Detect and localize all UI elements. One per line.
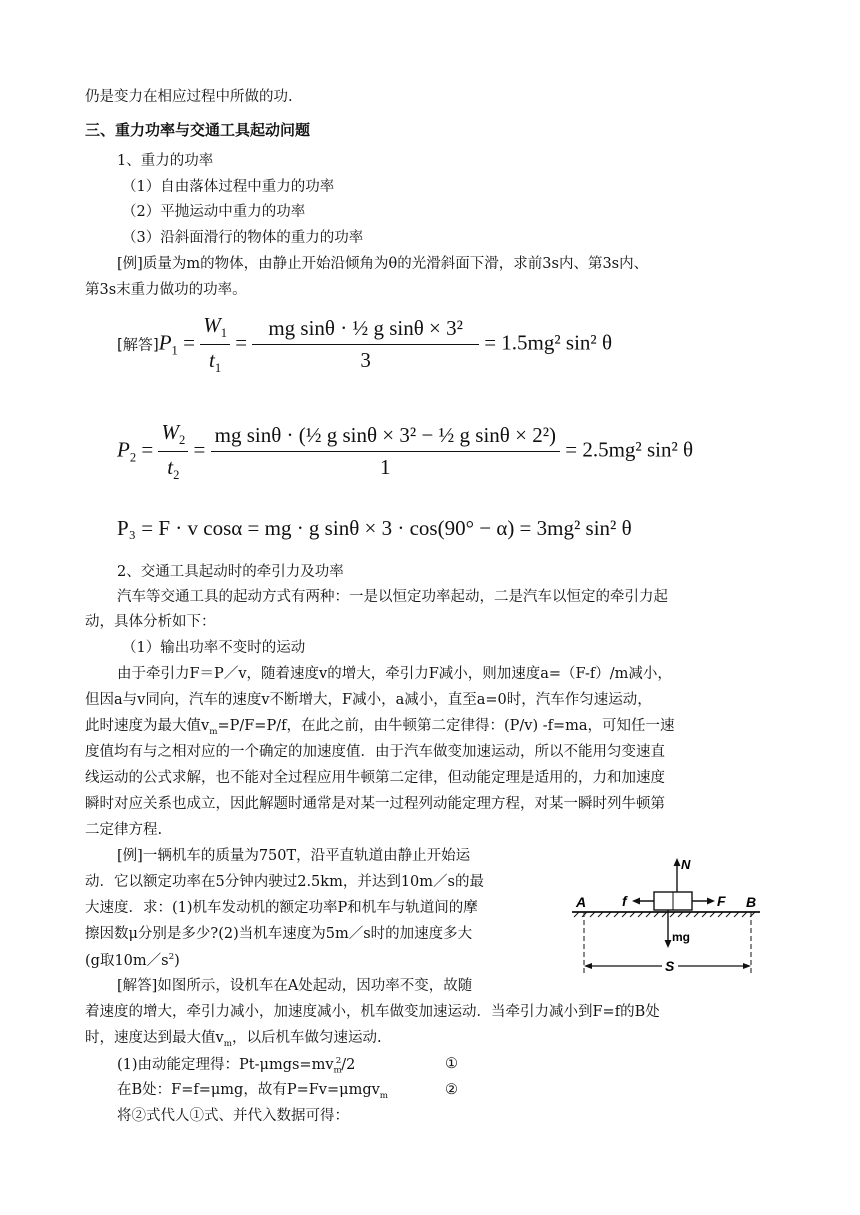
example-text: [例]质量为m的物体，由静止开始沿倾角为θ的光滑斜面下滑，求前3s内、第3s内、 bbox=[117, 256, 649, 272]
force-diagram bbox=[570, 855, 770, 980]
paragraph-line: 线运动的公式求解，也不能对全过程应用牛顿第二定律，但动能定理是适用的，力和加速度 bbox=[85, 770, 665, 786]
example-text: 动．它以额定功率在5分钟内驶过2.5km，并达到10m／s的最 bbox=[85, 874, 484, 890]
paragraph-line: 度值均有与之相对应的一个确定的加速度值．由于汽车做变加速运动，所以不能用匀变速直 bbox=[85, 744, 665, 760]
eq-sub: 1 bbox=[171, 343, 178, 358]
list-item: （1）自由落体过程中重力的功率 bbox=[122, 179, 335, 195]
label-mg: mg bbox=[672, 930, 690, 944]
paragraph-line: 二定律方程. bbox=[85, 822, 163, 838]
text-span: 时，速度达到最大值v bbox=[85, 1030, 224, 1046]
eq-symbol: P bbox=[158, 330, 172, 355]
equation-p1: [解答]$P_1$ = $\frac{W_1}{t_1}$ = $\frac{\text{mg sinθ · ½ g sinθ × 3²}}{3}$ = 1.5mg² sin² θ bbox=[117, 313, 613, 376]
arrow-head-icon bbox=[674, 858, 681, 866]
solution-equation bbox=[117, 1083, 388, 1101]
label-b: B bbox=[746, 894, 757, 910]
text-span: /2 bbox=[341, 1056, 356, 1073]
label-n: N bbox=[681, 857, 691, 872]
example-text: 擦因数μ分别是多少?(2)当机车速度为5m／s时的加速度多大 bbox=[85, 926, 473, 942]
fraction bbox=[211, 423, 560, 480]
solution-text: 将②式代人①式、并代入数据可得： bbox=[117, 1108, 349, 1124]
text-span: (1)由动能定理得：Pt-μmgs=mv bbox=[117, 1056, 334, 1073]
solution-text: 着速度的增大，牵引力减小，加速度减小，机车做变加速运动．当牵引力减小到F=f的B处 bbox=[85, 1004, 660, 1020]
eq-numerator: mg sinθ · (½ g sinθ × 3² − ½ g sinθ × 2²) bbox=[211, 423, 560, 452]
subsection-title: 2、交通工具起动时的牵引力及功率 bbox=[117, 564, 344, 580]
paragraph-line: 汽车等交通工具的起动方式有两种：一是以恒定功率起动，二是汽车以恒定的牵引力起 bbox=[117, 589, 668, 605]
eq-symbol: t bbox=[167, 455, 174, 480]
equation-number: ① bbox=[445, 1056, 458, 1072]
text-span: =P/F=P/f，在此之前，由牛顿第二定律得：(P/v) -f=ma，可知任一速 bbox=[217, 718, 675, 734]
superscript: 2 bbox=[335, 1056, 342, 1066]
text-span: (g取10m／s bbox=[85, 952, 169, 969]
label-big-f: F bbox=[717, 893, 726, 909]
eq-sub: 2 bbox=[129, 450, 137, 465]
paragraph-line: 由于牵引力F＝P／v，随着速度v的增大，牵引力F减小，则加速度a=（F-f）/m减小， bbox=[117, 666, 672, 682]
label-f: f bbox=[622, 893, 627, 909]
eq-symbol: W bbox=[203, 313, 221, 337]
label-a: A bbox=[576, 894, 587, 910]
fraction bbox=[158, 420, 188, 483]
subscript: m bbox=[209, 726, 218, 737]
example-text: 大速度．求：(1)机车发动机的额定功率P和机车与轨道间的摩 bbox=[85, 900, 478, 916]
eq-denominator: 1 bbox=[380, 455, 391, 480]
eq-result: = 2.5mg² sin² θ bbox=[565, 437, 694, 462]
eq-result: = 1.5mg² sin² θ bbox=[484, 330, 613, 355]
answer-label: [解答] bbox=[117, 335, 159, 354]
label-s: S bbox=[665, 958, 675, 974]
subscript: m bbox=[223, 1038, 232, 1049]
fraction bbox=[200, 313, 230, 376]
equation-number: ② bbox=[445, 1082, 458, 1098]
text-span: ) bbox=[174, 952, 180, 969]
example-text bbox=[85, 953, 180, 968]
paragraph-line bbox=[85, 719, 675, 737]
eq-sub: 2 bbox=[178, 433, 186, 448]
arrow-head-icon bbox=[707, 898, 715, 905]
subsection-title: 1、重力的功率 bbox=[117, 153, 214, 169]
list-item: （2）平抛运动中重力的功率 bbox=[122, 204, 306, 220]
text-span: 此时速度为最大值v bbox=[85, 718, 210, 734]
solution-text: [解答]如图所示，设机车在A处起动，因功率不变，故随 bbox=[117, 978, 473, 994]
section-heading: 三、重力功率与交通工具起动问题 bbox=[85, 121, 311, 139]
text-line: 仍是变力在相应过程中所做的功. bbox=[85, 89, 293, 105]
paragraph-line: 动，具体分析如下： bbox=[85, 614, 216, 630]
text-span: 在B处：F=f=μmg，故有P=Fv=μmgv bbox=[117, 1082, 380, 1098]
eq-denominator: 3 bbox=[360, 348, 371, 373]
solution-equation bbox=[117, 1057, 355, 1075]
solution-text bbox=[85, 1031, 382, 1049]
text-span: ，以后机车做匀速运动. bbox=[231, 1030, 382, 1046]
subscript: m bbox=[333, 1065, 342, 1076]
subscript: m bbox=[379, 1090, 389, 1101]
arrow-head-icon bbox=[665, 940, 672, 948]
paragraph-line: 但因a与v同向，汽车的速度v不断增大，F减小，a减小，直至a=0时，汽车作匀速运动， bbox=[85, 692, 652, 708]
equation-p2: $P_2$ = $\frac{W_2}{t_2}$ = $\frac{\text{mg sinθ · (½ g sinθ × 3² − ½ g sinθ × 2²)}}{1}$ = 2.5mg² sin² θ bbox=[117, 420, 694, 483]
eq-numerator: mg sinθ · ½ g sinθ × 3² bbox=[252, 316, 479, 345]
list-item: （3）沿斜面滑行的物体的重力的功率 bbox=[122, 230, 364, 246]
list-item: （1）输出功率不变时的运动 bbox=[122, 640, 306, 656]
eq-sub: 2 bbox=[173, 468, 180, 483]
arrow-head-icon bbox=[632, 898, 640, 905]
equation-p3: P₃ = F · v cosα = mg · g sinθ × 3 · cos(90° − α) = 3mg² sin² θ bbox=[117, 516, 632, 540]
eq-sub: 1 bbox=[214, 361, 222, 376]
example-text: 第3s末重力做功的功率。 bbox=[85, 282, 247, 298]
example-text: [例]一辆机车的质量为750T，沿平直轨道由静止开始运 bbox=[117, 848, 471, 864]
fraction bbox=[252, 316, 479, 373]
eq-symbol: t bbox=[209, 348, 215, 373]
eq-sub: 1 bbox=[220, 326, 227, 341]
arrow-head-icon bbox=[584, 963, 592, 969]
eq-symbol: P bbox=[117, 437, 130, 462]
eq-symbol: W bbox=[161, 420, 179, 444]
paragraph-line: 瞬时对应关系也成立，因此解题时通常是对某一过程列动能定理方程，对某一瞬时列牛顿第 bbox=[85, 796, 665, 812]
superscript: 2 bbox=[168, 952, 175, 962]
arrow-head-icon bbox=[743, 963, 751, 969]
